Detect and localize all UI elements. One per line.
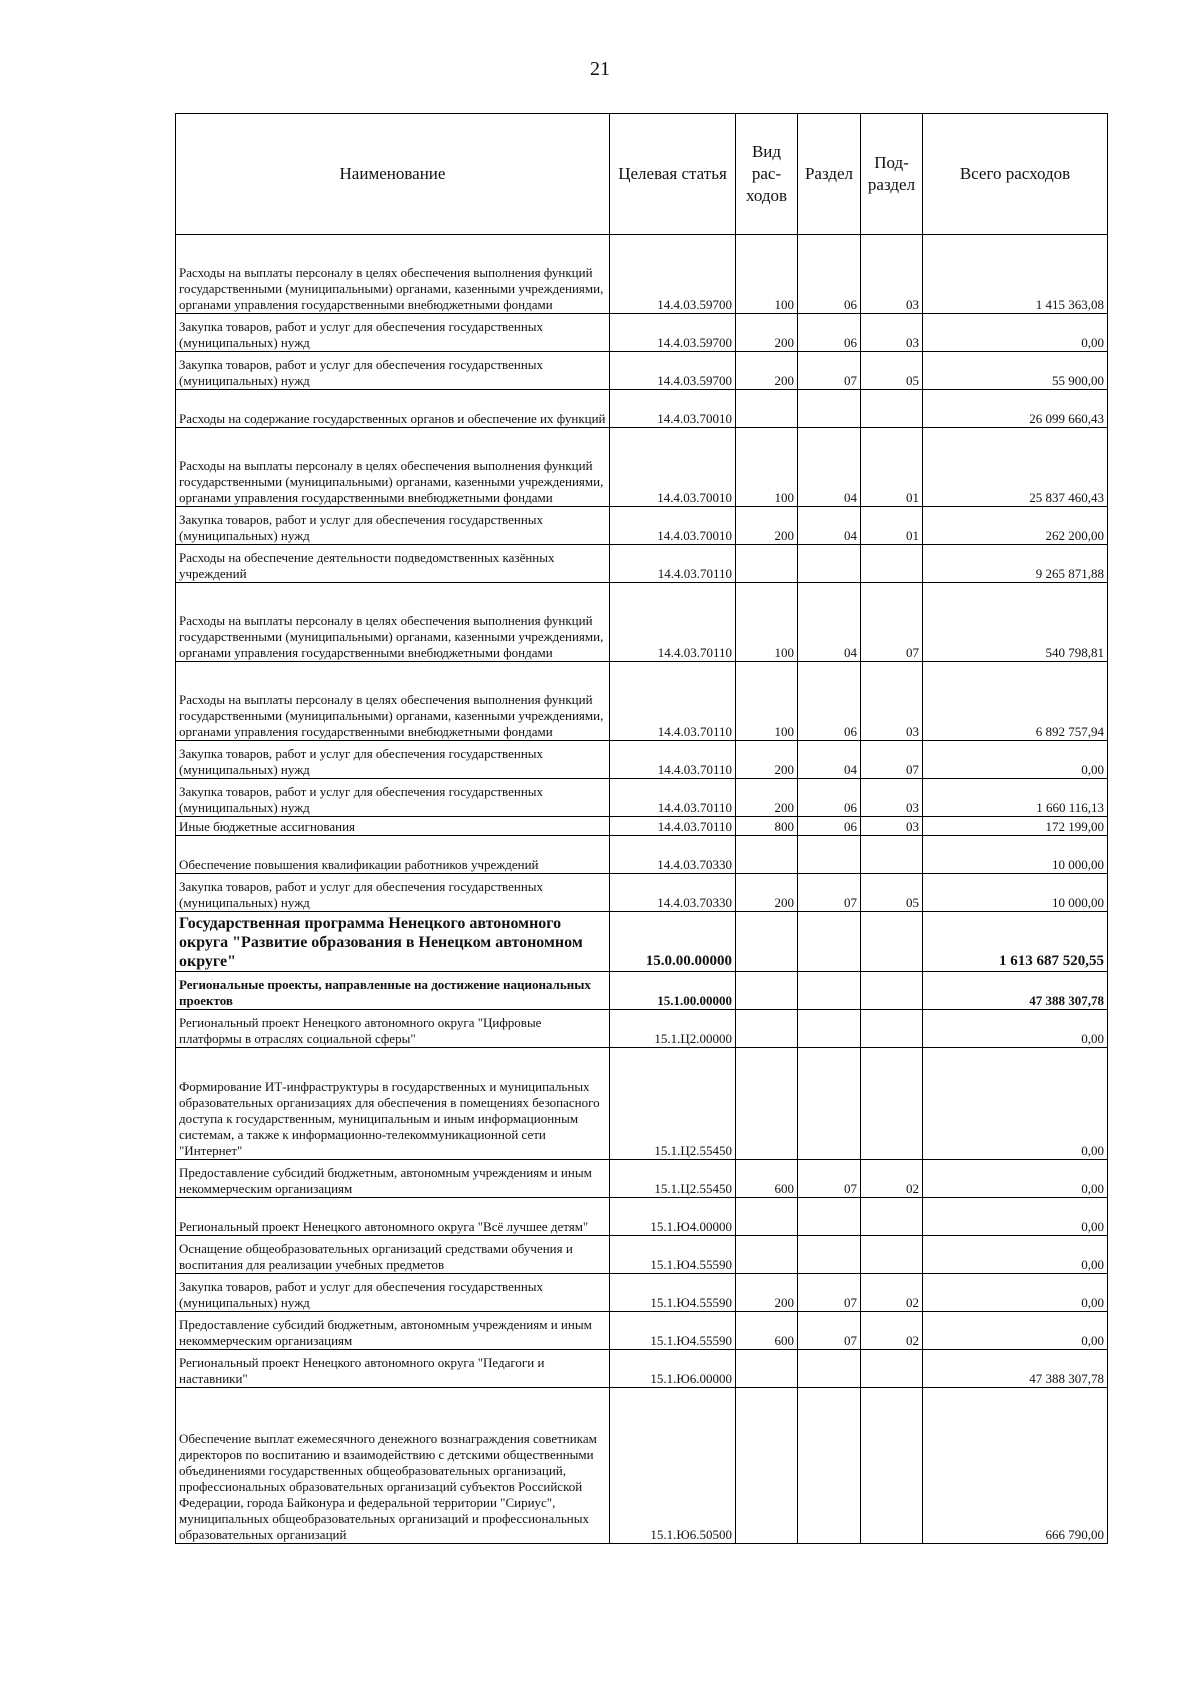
row-subsection [861, 1388, 923, 1544]
row-target: 14.4.03.70010 [610, 428, 736, 507]
table-row [176, 972, 1108, 1010]
row-target: 15.1.Ю4.55590 [610, 1236, 736, 1274]
row-target: 14.4.03.70110 [610, 583, 736, 662]
row-name: Закупка товаров, работ и услуг для обеспечения государственных (муниципальных) нужд [176, 874, 610, 912]
row-name: Расходы на выплаты персоналу в целях обеспечения выполнения функций государственными (муниципальными) органами, казенными учреждениями, органами управления государственными внебюджетными фондами [176, 235, 610, 314]
row-subsection [861, 1350, 923, 1388]
row-total: 262 200,00 [923, 507, 1108, 545]
row-section [798, 972, 861, 1010]
row-subsection: 07 [861, 583, 923, 662]
row-section [798, 1010, 861, 1048]
row-kind: 200 [736, 779, 798, 817]
row-subsection: 02 [861, 1160, 923, 1198]
row-subsection: 01 [861, 428, 923, 507]
row-name: Региональные проекты, направленные на достижение национальных проектов [176, 972, 610, 1010]
row-total: 47 388 307,78 [923, 972, 1108, 1010]
table-row [176, 235, 1108, 314]
row-section [798, 836, 861, 874]
row-kind: 200 [736, 741, 798, 779]
row-section [798, 912, 861, 972]
row-target: 14.4.03.70110 [610, 741, 736, 779]
row-subsection: 03 [861, 235, 923, 314]
row-subsection: 03 [861, 779, 923, 817]
row-name: Расходы на выплаты персоналу в целях обеспечения выполнения функций государственными (муниципальными) органами, казенными учреждениями, органами управления государственными внебюджетными фондами [176, 662, 610, 741]
row-kind: 200 [736, 1274, 798, 1312]
row-target: 15.0.00.00000 [610, 912, 736, 972]
row-total: 6 892 757,94 [923, 662, 1108, 741]
row-total: 540 798,81 [923, 583, 1108, 662]
row-kind [736, 1198, 798, 1236]
row-name: Расходы на выплаты персоналу в целях обеспечения выполнения функций государственными (муниципальными) органами, казенными учреждениями, органами управления государственными внебюджетными фондами [176, 428, 610, 507]
row-kind: 200 [736, 874, 798, 912]
row-name: Иные бюджетные ассигнования [176, 817, 610, 836]
table-row [176, 741, 1108, 779]
row-target: 14.4.03.70110 [610, 779, 736, 817]
row-target: 14.4.03.70110 [610, 662, 736, 741]
row-kind: 800 [736, 817, 798, 836]
row-target: 15.1.Ю4.55590 [610, 1274, 736, 1312]
row-target: 14.4.03.70330 [610, 836, 736, 874]
row-kind [736, 1048, 798, 1160]
row-target: 15.1.Ю4.55590 [610, 1312, 736, 1350]
header-section: Раздел [798, 114, 861, 235]
row-kind: 100 [736, 428, 798, 507]
budget-table [175, 113, 1108, 1544]
table-row [176, 545, 1108, 583]
row-total: 172 199,00 [923, 817, 1108, 836]
table-row [176, 352, 1108, 390]
row-kind: 100 [736, 662, 798, 741]
row-total: 0,00 [923, 1048, 1108, 1160]
row-subsection: 03 [861, 817, 923, 836]
row-total: 0,00 [923, 1010, 1108, 1048]
row-section: 06 [798, 235, 861, 314]
row-name: Расходы на обеспечение деятельности подведомственных казённых учреждений [176, 545, 610, 583]
row-subsection [861, 390, 923, 428]
row-section: 07 [798, 1274, 861, 1312]
row-total: 0,00 [923, 1312, 1108, 1350]
table-row [176, 1010, 1108, 1048]
row-name: Закупка товаров, работ и услуг для обеспечения государственных (муниципальных) нужд [176, 314, 610, 352]
table-row [176, 390, 1108, 428]
row-section [798, 1350, 861, 1388]
table-row [176, 874, 1108, 912]
row-total: 1 660 116,13 [923, 779, 1108, 817]
row-target: 14.4.03.70110 [610, 545, 736, 583]
row-section: 04 [798, 507, 861, 545]
table-row [176, 428, 1108, 507]
row-name: Предоставление субсидий бюджетным, автономным учреждениям и иным некоммерческим организациям [176, 1312, 610, 1350]
row-section [798, 545, 861, 583]
row-section: 06 [798, 817, 861, 836]
row-section [798, 1048, 861, 1160]
row-kind [736, 1350, 798, 1388]
row-total: 0,00 [923, 1160, 1108, 1198]
row-name: Закупка товаров, работ и услуг для обеспечения государственных (муниципальных) нужд [176, 507, 610, 545]
header-total: Всего расходов [923, 114, 1108, 235]
row-kind [736, 912, 798, 972]
row-target: 14.4.03.59700 [610, 314, 736, 352]
header-subsection: Под- раздел [861, 114, 923, 235]
row-kind [736, 390, 798, 428]
row-total: 9 265 871,88 [923, 545, 1108, 583]
row-total: 0,00 [923, 741, 1108, 779]
row-target: 14.4.03.70010 [610, 390, 736, 428]
row-target: 15.1.Ю6.00000 [610, 1350, 736, 1388]
row-section [798, 1198, 861, 1236]
row-name: Формирование ИТ-инфраструктуры в государственных и муниципальных образовательных организациях для обеспечения в помещениях безопасного доступа к государственным, муниципальным и иным информационным системам, а также к информационно-телекоммуникационной сети "Интернет" [176, 1048, 610, 1160]
row-target: 15.1.Ц2.00000 [610, 1010, 736, 1048]
row-subsection: 07 [861, 741, 923, 779]
header-name: Наименование [176, 114, 610, 235]
row-name: Закупка товаров, работ и услуг для обеспечения государственных (муниципальных) нужд [176, 352, 610, 390]
row-target: 14.4.03.70010 [610, 507, 736, 545]
row-section: 04 [798, 583, 861, 662]
row-total: 666 790,00 [923, 1388, 1108, 1544]
row-name: Закупка товаров, работ и услуг для обеспечения государственных (муниципальных) нужд [176, 779, 610, 817]
row-name: Закупка товаров, работ и услуг для обеспечения государственных (муниципальных) нужд [176, 741, 610, 779]
row-subsection [861, 1236, 923, 1274]
row-name: Предоставление субсидий бюджетным, автономным учреждениям и иным некоммерческим организациям [176, 1160, 610, 1198]
row-subsection: 03 [861, 314, 923, 352]
row-section: 06 [798, 662, 861, 741]
row-name: Региональный проект Ненецкого автономного округа "Педагоги и наставники" [176, 1350, 610, 1388]
row-target: 15.1.Ю6.50500 [610, 1388, 736, 1544]
row-subsection [861, 545, 923, 583]
row-subsection [861, 1010, 923, 1048]
row-subsection: 03 [861, 662, 923, 741]
row-total: 0,00 [923, 1274, 1108, 1312]
row-name: Закупка товаров, работ и услуг для обеспечения государственных (муниципальных) нужд [176, 1274, 610, 1312]
table-row [176, 662, 1108, 741]
table-row [176, 836, 1108, 874]
header-row [176, 114, 1108, 235]
row-target: 14.4.03.59700 [610, 352, 736, 390]
row-kind: 600 [736, 1312, 798, 1350]
row-name: Обеспечение выплат ежемесячного денежного вознаграждения советникам директоров по воспитанию и взаимодействию с детскими общественными объединениями государственных общеобразовательных организаций, профессиональных образовательных организаций субъектов Российской Федерации, города Байконура и федеральной территории "Сириус", муниципальных общеобразовательных организаций и профессиональных образовательных организаций [176, 1388, 610, 1544]
row-subsection: 01 [861, 507, 923, 545]
row-subsection: 05 [861, 874, 923, 912]
row-section: 07 [798, 352, 861, 390]
table-row [176, 1312, 1108, 1350]
table-row [176, 314, 1108, 352]
row-target: 14.4.03.70110 [610, 817, 736, 836]
table-row [176, 1198, 1108, 1236]
row-name: Оснащение общеобразовательных организаций средствами обучения и воспитания для реализации учебных предметов [176, 1236, 610, 1274]
table-row [176, 779, 1108, 817]
table-row [176, 1048, 1108, 1160]
header-target: Целевая статья [610, 114, 736, 235]
row-section: 06 [798, 779, 861, 817]
row-section [798, 390, 861, 428]
row-kind [736, 1388, 798, 1544]
row-section: 07 [798, 874, 861, 912]
row-name: Расходы на содержание государственных органов и обеспечение их функций [176, 390, 610, 428]
row-total: 0,00 [923, 314, 1108, 352]
row-name: Государственная программа Ненецкого автономного округа "Развитие образования в Ненецком автономном округе" [176, 912, 610, 972]
row-subsection [861, 1198, 923, 1236]
row-section: 06 [798, 314, 861, 352]
row-target: 15.1.Ц2.55450 [610, 1048, 736, 1160]
row-kind: 200 [736, 507, 798, 545]
row-kind: 100 [736, 583, 798, 662]
row-total: 55 900,00 [923, 352, 1108, 390]
row-kind: 600 [736, 1160, 798, 1198]
row-total: 26 099 660,43 [923, 390, 1108, 428]
table-row [176, 1236, 1108, 1274]
row-total: 47 388 307,78 [923, 1350, 1108, 1388]
row-subsection: 02 [861, 1312, 923, 1350]
row-total: 10 000,00 [923, 874, 1108, 912]
row-subsection [861, 972, 923, 1010]
row-target: 15.1.Ю4.00000 [610, 1198, 736, 1236]
row-kind [736, 1010, 798, 1048]
row-name: Расходы на выплаты персоналу в целях обеспечения выполнения функций государственными (муниципальными) органами, казенными учреждениями, органами управления государственными внебюджетными фондами [176, 583, 610, 662]
row-section [798, 1236, 861, 1274]
page-number: 21 [590, 58, 610, 80]
row-section: 07 [798, 1160, 861, 1198]
row-subsection [861, 912, 923, 972]
table-row [176, 912, 1108, 972]
row-kind: 100 [736, 235, 798, 314]
table-row [176, 583, 1108, 662]
row-kind: 200 [736, 352, 798, 390]
row-name: Региональный проект Ненецкого автономного округа "Цифровые платформы в отраслях социальной сферы" [176, 1010, 610, 1048]
row-target: 15.1.00.00000 [610, 972, 736, 1010]
header-kind: Вид рас- ходов [736, 114, 798, 235]
row-target: 14.4.03.59700 [610, 235, 736, 314]
row-section: 04 [798, 428, 861, 507]
row-kind [736, 836, 798, 874]
row-section: 04 [798, 741, 861, 779]
table-row [176, 1388, 1108, 1544]
row-total: 0,00 [923, 1236, 1108, 1274]
row-total: 1 415 363,08 [923, 235, 1108, 314]
table-row [176, 507, 1108, 545]
row-kind: 200 [736, 314, 798, 352]
row-subsection [861, 836, 923, 874]
table-row [176, 1160, 1108, 1198]
row-subsection: 02 [861, 1274, 923, 1312]
row-total: 0,00 [923, 1198, 1108, 1236]
row-section: 07 [798, 1312, 861, 1350]
row-total: 1 613 687 520,55 [923, 912, 1108, 972]
table-row [176, 1350, 1108, 1388]
table-row [176, 817, 1108, 836]
row-kind [736, 972, 798, 1010]
row-name: Региональный проект Ненецкого автономного округа "Всё лучшее детям" [176, 1198, 610, 1236]
row-subsection: 05 [861, 352, 923, 390]
row-name: Обеспечение повышения квалификации работников учреждений [176, 836, 610, 874]
row-target: 14.4.03.70330 [610, 874, 736, 912]
row-total: 25 837 460,43 [923, 428, 1108, 507]
row-section [798, 1388, 861, 1544]
row-target: 15.1.Ц2.55450 [610, 1160, 736, 1198]
row-kind [736, 545, 798, 583]
row-total: 10 000,00 [923, 836, 1108, 874]
row-subsection [861, 1048, 923, 1160]
row-kind [736, 1236, 798, 1274]
table-row [176, 1274, 1108, 1312]
